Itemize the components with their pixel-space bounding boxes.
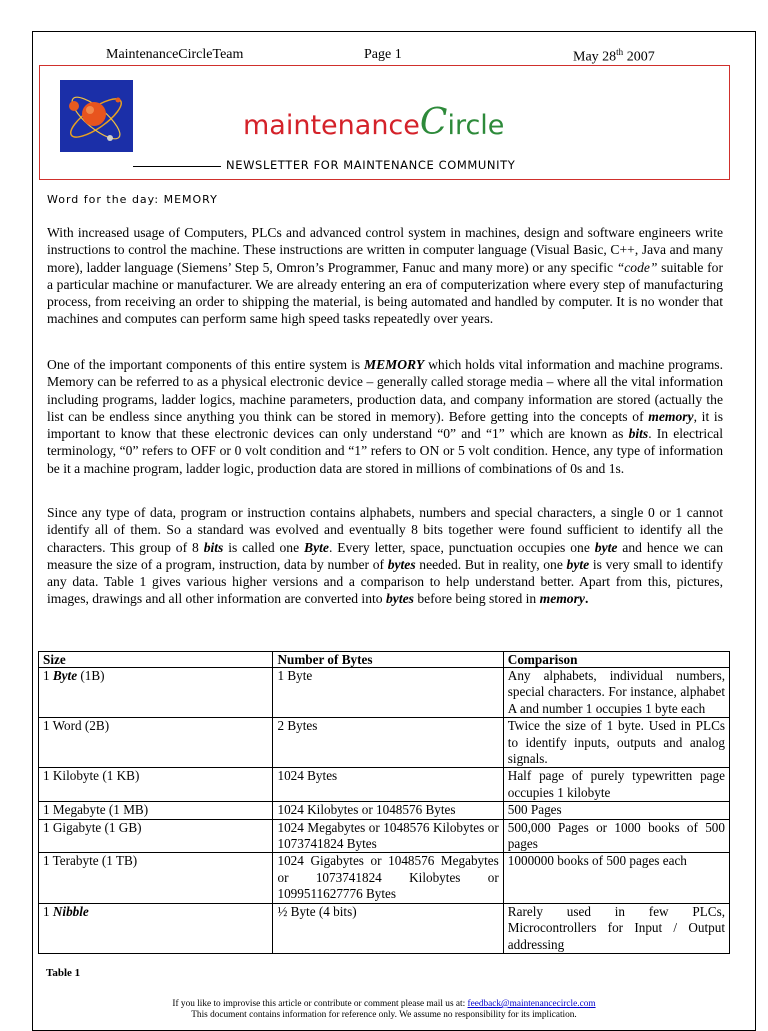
cell-comparison: 500 Pages [503,802,729,819]
table-caption: Table 1 [46,967,81,979]
table-header-size: Size [39,652,273,668]
page-footer [0,999,768,1021]
paragraph-intro: With increased usage of Computers, PLCs and advanced control system in machines, design and software engineers write instructions to control the machine. These instructions are written in computer language (Visual Basic, C++, Java and many more), ladder language (Siemens’ Step 5, Omron’s Programmer, Fanuc and many more) or any specific “code” suitable for a particular machine or manufacturer. We are already entering an era of computerization where every step of manufacturing process, from receiving an order to shipping the material, is being automated and handled by computer. It is no wonder that machines and computes can perform same high speed tasks repeatedly over years. [47,225,723,327]
table-row [39,718,730,768]
table-header-comparison: Comparison [503,652,729,668]
title-rule [133,166,221,167]
cell-comparison: 1000000 books of 500 pages each [503,853,729,903]
header-date: May 28th 2007 [573,47,655,65]
table-header-row [39,652,730,668]
cell-bytes: 1024 Bytes [273,768,503,802]
table-row [39,819,730,853]
cell-comparison: 500,000 Pages or 1000 books of 500 pages [503,819,729,853]
atom-logo-icon [60,80,133,152]
cell-bytes: 1024 Megabytes or 1048576 Kilobytes or 1073741824 Bytes [273,819,503,853]
cell-comparison: Twice the size of 1 byte. Used in PLCs to identify inputs, outputs and analog signals. [503,718,729,768]
cell-bytes: 1 Byte [273,668,503,718]
cell-bytes: ½ Byte (4 bits) [273,903,503,953]
cell-size: 1 Word (2B) [39,718,273,768]
cell-comparison: Any alphabets, individual numbers, special characters. For instance, alphabet A and number 1 occupies 1 byte each [503,668,729,718]
footer-contact-line: If you like to improvise this article or contribute or comment please mail us at: feedback@maintenancecircle.com [172,999,596,1009]
footer-disclaimer: This document contains information for reference only. We assume no responsibility for its implication. [191,1010,577,1020]
cell-size: 1 Megabyte (1 MB) [39,802,273,819]
paragraph-bytes: Since any type of data, program or instruction contains alphabets, numbers and special characters, a single 0 or 1 cannot identify all of them. So a standard was evolved and eventually 8 bits together were found sufficient to identify all the characters. This group of 8 bits is called one Byte. Every letter, space, punctuation occupies one byte and hence we can measure the size of a program, instruction, data by number of bytes needed. But in reality, one byte is very small to identify any data. Table 1 gives various higher versions and a comparison to help understand better. Apart from this, pictures, images, drawings and all other information are converted into bytes before being stored in memory. [47,505,724,607]
cell-comparison: Rarely used in few PLCs, Microcontrollers for Input / Output addressing [503,903,729,953]
header-team: MaintenanceCircleTeam [106,47,244,62]
cell-comparison: Half page of purely typewritten page occupies 1 kilobyte [503,768,729,802]
memory-sizes-table [38,651,730,954]
cell-bytes: 2 Bytes [273,718,503,768]
table-row [39,768,730,802]
cell-size: 1 Kilobyte (1 KB) [39,768,273,802]
cell-size: 1 Gigabyte (1 GB) [39,819,273,853]
word-of-the-day: Word for the day: MEMORY [47,193,218,206]
table-row [39,853,730,903]
header-page-number: Page 1 [364,47,402,62]
table-row [39,668,730,718]
cell-size: 1 Terabyte (1 TB) [39,853,273,903]
cell-size: 1 Byte (1B) [39,668,273,718]
paragraph-memory: One of the important components of this entire system is MEMORY which holds vital information and machine programs. Memory can be referred to as a physical electronic device – generally called storage media – where all the vital information including programs, ladder logics, machine parameters, production data, and company information are stored (actually the list can be endless since anything you think can be stored in memory). Before getting into the concepts of memory, it is important to know that these electronic devices can only understand “0” and “1” which are known as bits. In electrical terminology, “0” refers to OFF or 0 volt condition and “1” refers to ON or 5 volt condition. Hence, any type of information be it a machine program, ladder logic, production data are stored in millions of combinations of 0s and 1s. [47,357,723,476]
table-row [39,903,730,953]
newsletter-title: maintenanceCircle [243,102,505,143]
table-row [39,802,730,819]
cell-bytes: 1024 Gigabytes or 1048576 Megabytes or 1073741824 Kilobytes or 1099511627776 Bytes [273,853,503,903]
cell-bytes: 1024 Kilobytes or 1048576 Bytes [273,802,503,819]
feedback-email-link[interactable]: feedback@maintenancecircle.com [467,999,596,1009]
newsletter-tagline: NEWSLETTER FOR MAINTENANCE COMMUNITY [226,158,516,172]
cell-size: 1 Nibble [39,903,273,953]
table-header-bytes: Number of Bytes [273,652,503,668]
